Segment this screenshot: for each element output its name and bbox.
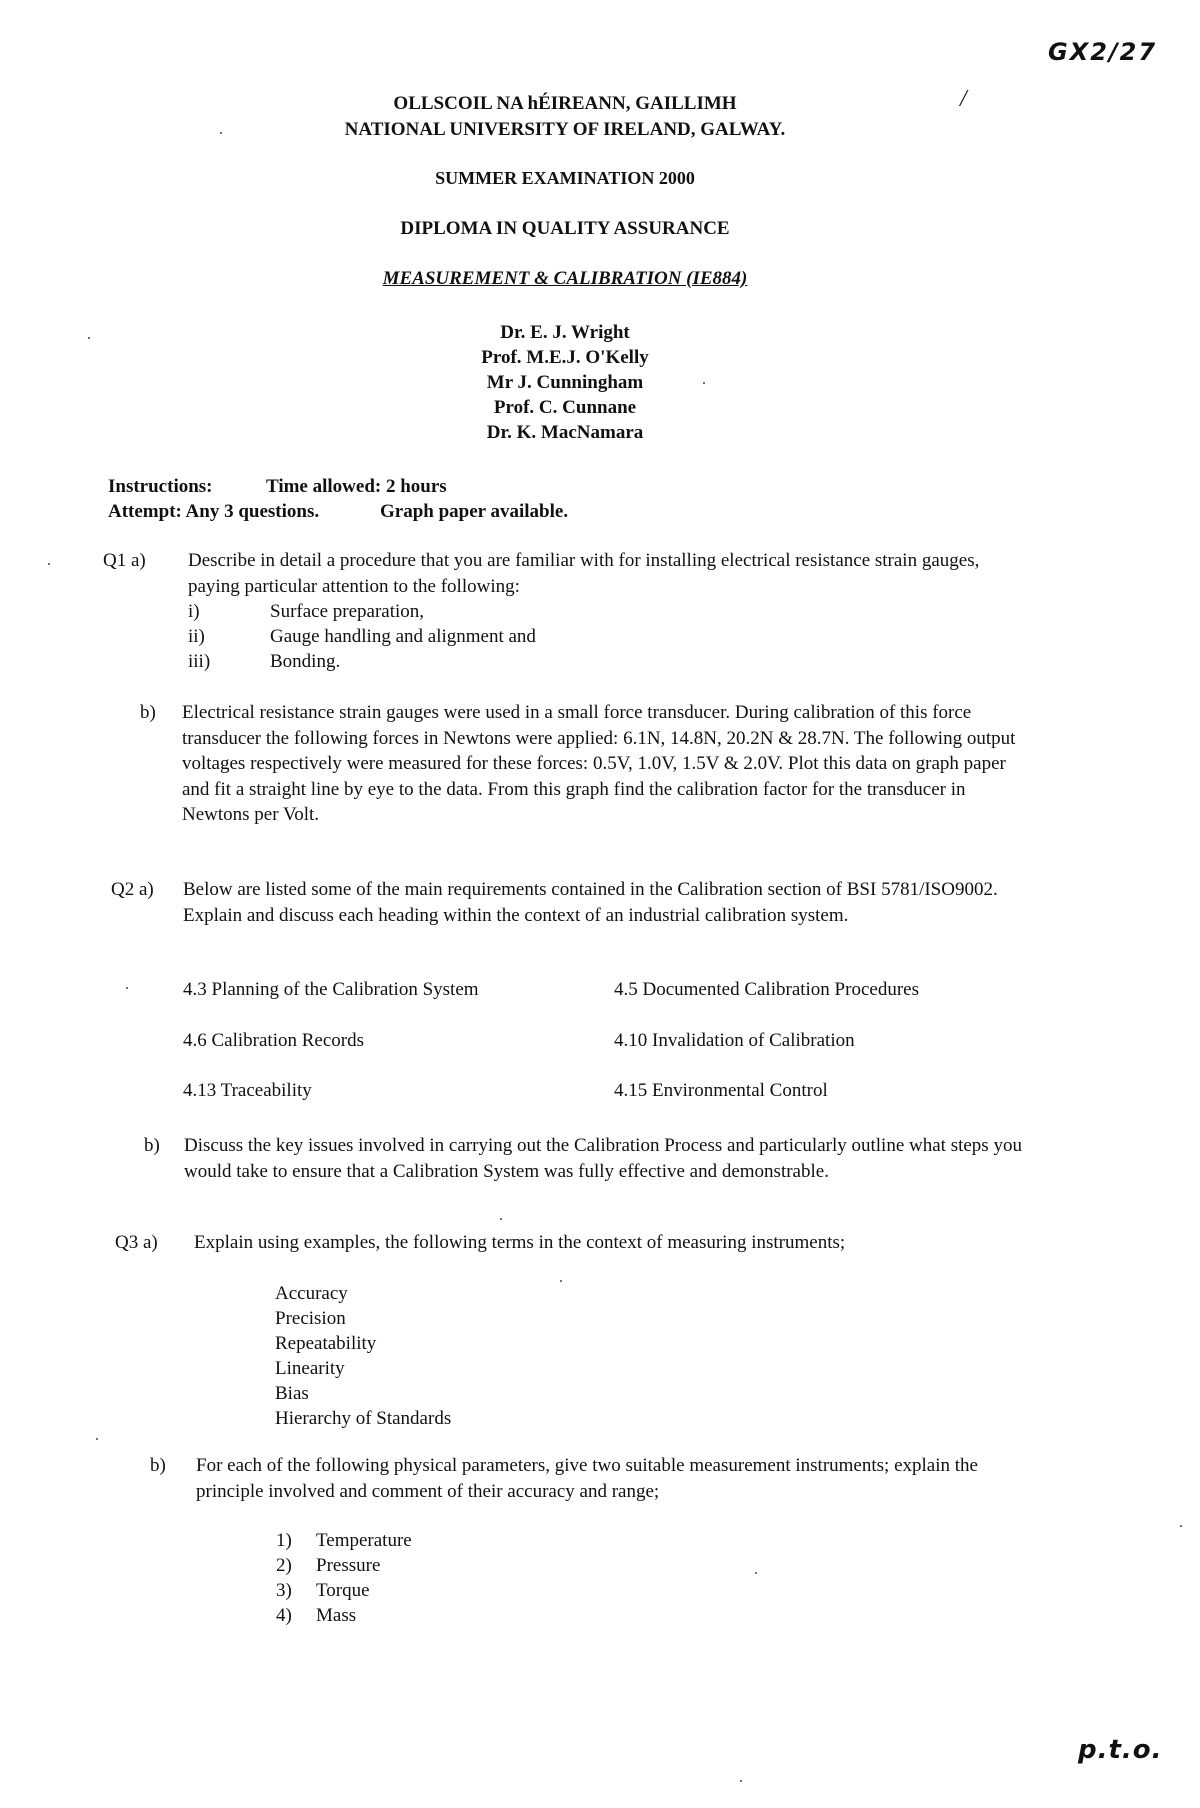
examiner: Prof. C. Cunnane: [493, 397, 637, 418]
scan-speck: [755, 1572, 757, 1574]
term: Hierarchy of Standards: [275, 1408, 452, 1429]
q3a-label: Q3 a): [115, 1232, 158, 1253]
item-text: Surface preparation,: [270, 601, 425, 622]
scan-speck: [88, 337, 90, 339]
scan-speck: [703, 382, 705, 384]
examiner: Prof. M.E.J. O'Kelly: [481, 347, 649, 368]
calibration-heading: 4.6 Calibration Records: [183, 1030, 364, 1051]
q1b-text: Electrical resistance strain gauges were used in a small force transducer. During calibration of this force transducer the following forces in Newtons were applied: 6.1N, 14.8N, 20.2N & 28.7N. The following output voltages respectively were measured for these forces: 0.5V, 1.0V, 1.5V & 2.0V. Plot this data on graph paper and fit a straight line by eye to the data. From this graph find the calibration factor for the transducer in Newtons per Volt.: [182, 702, 1016, 825]
calibration-heading: 4.10 Invalidation of Calibration: [614, 1030, 855, 1051]
item-number: 3): [276, 1580, 292, 1601]
attempt-instruction: Attempt: Any 3 questions.: [108, 501, 320, 522]
examiner: Dr. E. J. Wright: [500, 322, 630, 343]
exam-title: SUMMER EXAMINATION 2000: [435, 168, 695, 188]
scan-speck: [500, 1218, 502, 1220]
q1a-item: [188, 599, 536, 674]
term: Bias: [275, 1383, 309, 1404]
parameter: Mass: [316, 1605, 357, 1626]
diploma-title: DIPLOMA IN QUALITY ASSURANCE: [400, 218, 730, 239]
item-number: 1): [276, 1530, 292, 1551]
scan-speck: [96, 1438, 98, 1440]
term: Precision: [275, 1308, 346, 1329]
scan-speck: [1180, 1525, 1182, 1527]
university-name-irish: OLLSCOIL NA hÉIREANN, GAILLIMH: [393, 93, 737, 114]
q1b-label: b): [140, 702, 156, 723]
q3b-label: b): [150, 1455, 166, 1476]
calibration-heading: 4.15 Environmental Control: [614, 1080, 828, 1101]
item-number: 4): [276, 1605, 292, 1626]
q2a-label: Q2 a): [111, 879, 154, 900]
term: Repeatability: [275, 1333, 377, 1354]
q2a-text: Below are listed some of the main requirements contained in the Calibration section of BSI 5781/ISO9002. Explain and discuss each heading within the context of an industrial calibration system.: [183, 879, 998, 926]
instructions-label: Instructions:: [108, 476, 213, 497]
graph-paper-note: Graph paper available.: [380, 501, 569, 522]
q3b-text: For each of the following physical parameters, give two suitable measurement instruments; explain the principle involved and comment of their accuracy and range;: [196, 1455, 978, 1502]
q1a-label: Q1 a): [103, 550, 146, 571]
time-allowed: Time allowed: 2 hours: [266, 476, 447, 497]
term: Linearity: [275, 1358, 345, 1379]
scan-speck: [126, 987, 128, 989]
scan-speck: [220, 132, 222, 134]
q3a-text: Explain using examples, the following terms in the context of measuring instruments;: [194, 1232, 846, 1253]
q2b-text: Discuss the key issues involved in carrying out the Calibration Process and particularly outline what steps you would take to ensure that a Calibration System was fully effective and demonstrable.: [184, 1135, 1022, 1182]
calibration-heading: 4.5 Documented Calibration Procedures: [614, 979, 919, 1000]
item-number: iii): [188, 651, 211, 672]
parameter: Temperature: [316, 1530, 412, 1551]
item-text: Gauge handling and alignment and: [270, 626, 536, 647]
calibration-heading: 4.3 Planning of the Calibration System: [183, 979, 479, 1000]
q1a-text: Describe in detail a procedure that you are familiar with for installing electrical resistance strain gauges, paying particular attention to the following:: [188, 550, 980, 597]
examiner-list: [0, 320, 1130, 445]
examiner: Dr. K. MacNamara: [486, 422, 644, 443]
parameter-list: [276, 1528, 412, 1628]
scan-speck: [560, 1280, 562, 1282]
term: Accuracy: [275, 1283, 348, 1304]
q2b-label: b): [144, 1135, 160, 1156]
parameter: Pressure: [316, 1555, 381, 1576]
item-number: 2): [276, 1555, 292, 1576]
please-turn-over-note: p.t.o.: [1078, 1735, 1163, 1765]
scan-speck: [740, 1780, 742, 1782]
examiner: Mr J. Cunningham: [486, 372, 644, 393]
item-number: i): [188, 601, 200, 622]
item-number: ii): [188, 626, 205, 647]
scan-speck: [48, 563, 50, 565]
university-name-english: NATIONAL UNIVERSITY OF IRELAND, GALWAY.: [344, 119, 786, 140]
course-title: MEASUREMENT & CALIBRATION (IE884): [382, 268, 748, 289]
reference-code: GX2/27: [1048, 38, 1158, 66]
parameter: Torque: [316, 1580, 370, 1601]
calibration-heading: 4.13 Traceability: [183, 1080, 312, 1101]
item-text: Bonding.: [270, 651, 341, 672]
term-list: [275, 1281, 451, 1431]
corner-tick-mark: /: [960, 86, 967, 112]
